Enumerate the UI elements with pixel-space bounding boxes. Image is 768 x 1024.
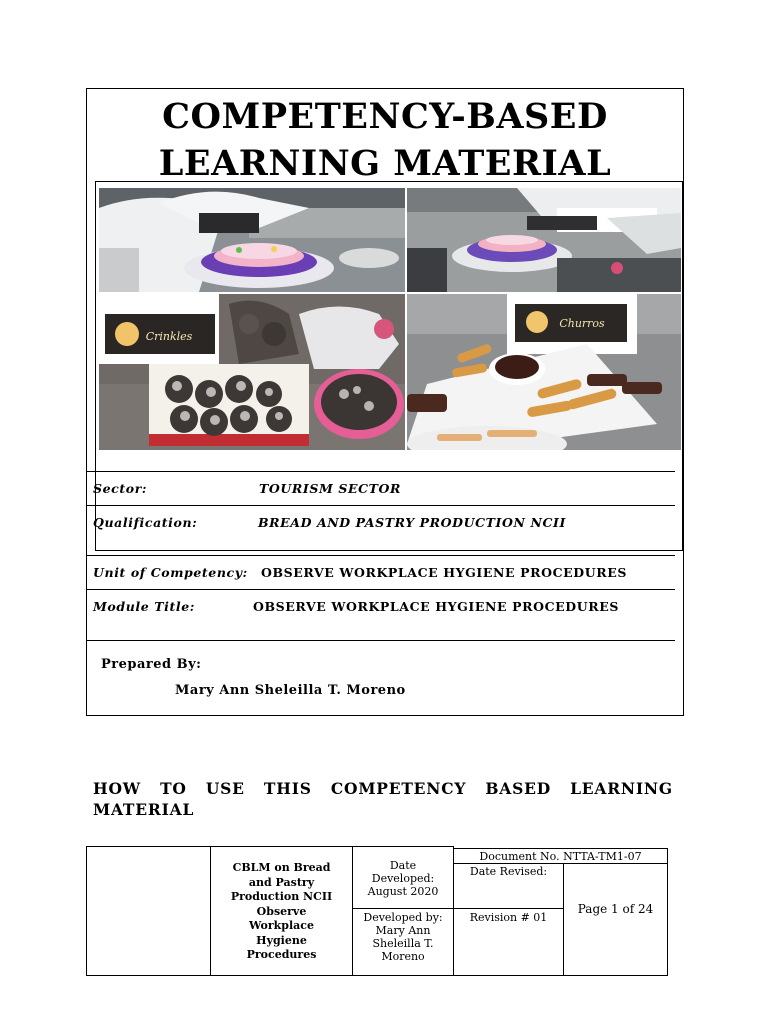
qualification-row: [87, 505, 675, 556]
developed-by-line: Developed by:: [363, 911, 443, 924]
cblm-line: CBLM on Bread: [232, 861, 331, 874]
sector-label: Sector:: [93, 481, 148, 496]
crinkles-photo: [99, 294, 405, 450]
document-footer-table: [86, 846, 668, 976]
sector-row: [87, 471, 675, 506]
heading-line-2: MATERIAL: [93, 800, 195, 819]
heading-word: HOW: [93, 779, 141, 798]
heading-line-1: [93, 778, 673, 799]
document-title: [87, 93, 683, 187]
footer-developed-by-cell: [352, 908, 454, 976]
developed-by-line: Sheleilla T.: [372, 937, 434, 950]
heading-word: THIS: [263, 779, 312, 798]
title-line-2: LEARNING MATERIAL: [158, 143, 612, 184]
heading-word: BASED: [485, 779, 551, 798]
cblm-line: Production NCII: [230, 890, 333, 903]
footer-date-revised-cell: [453, 863, 564, 909]
how-to-use-heading: [93, 778, 673, 820]
cblm-line: Hygiene: [256, 933, 307, 947]
photo-collage: [99, 188, 681, 450]
title-line-1: COMPETENCY-BASED: [162, 96, 608, 137]
cblm-line: Workplace: [249, 919, 314, 932]
heading-word: COMPETENCY: [330, 779, 467, 798]
page-number: Page 1 of 24: [577, 902, 654, 916]
module-title-row: [87, 589, 675, 641]
footer-logo-cell: [86, 846, 211, 976]
churros-photo: [407, 294, 681, 450]
document-number: Document No. NTTA-TM1-07: [479, 850, 642, 863]
unit-of-competency-label: Unit of Competency:: [93, 565, 248, 580]
developed-by-line: Mary Ann: [375, 924, 431, 937]
cblm-line: Procedures: [246, 948, 317, 961]
sector-value: TOURISM SECTOR: [259, 481, 402, 496]
heading-word: TO: [160, 779, 187, 798]
module-title-label: Module Title:: [93, 599, 195, 614]
cake-decorating-photo-2: [407, 188, 681, 292]
developed-by-line: Moreno: [381, 950, 425, 963]
crinkles-sign: Crinkles: [145, 330, 193, 343]
cover-box: [86, 88, 684, 716]
unit-of-competency-value: OBSERVE WORKPLACE HYGIENE PROCEDURES: [261, 565, 627, 580]
cake-decorating-photo-1: [99, 188, 405, 292]
date-developed-line: Developed:: [371, 872, 435, 885]
cblm-line: and Pastry: [248, 875, 315, 889]
footer-cblm-cell: [210, 846, 353, 976]
footer-date-developed-cell: [352, 846, 454, 909]
date-developed-line: Date: [389, 859, 417, 872]
qualification-value: BREAD AND PASTRY PRODUCTION NCII: [258, 515, 566, 530]
footer-document-no-cell: [453, 848, 668, 864]
prepared-by-name: Mary Ann Sheleilla T. Moreno: [175, 683, 406, 698]
churros-sign: Churros: [559, 317, 605, 330]
prepared-by-label: Prepared By:: [101, 657, 202, 672]
heading-word: USE: [205, 779, 245, 798]
revision-number: Revision # 01: [469, 911, 548, 924]
heading-word: LEARNING: [570, 779, 673, 798]
cblm-line: Observe: [256, 904, 307, 918]
footer-page-cell: [563, 863, 668, 976]
module-title-value: OBSERVE WORKPLACE HYGIENE PROCEDURES: [253, 599, 619, 614]
date-revised: Date Revised:: [469, 865, 548, 878]
qualification-label: Qualification:: [93, 515, 198, 530]
unit-of-competency-row: [87, 555, 675, 590]
date-developed-line: August 2020: [367, 885, 439, 898]
footer-revision-cell: [453, 908, 564, 976]
